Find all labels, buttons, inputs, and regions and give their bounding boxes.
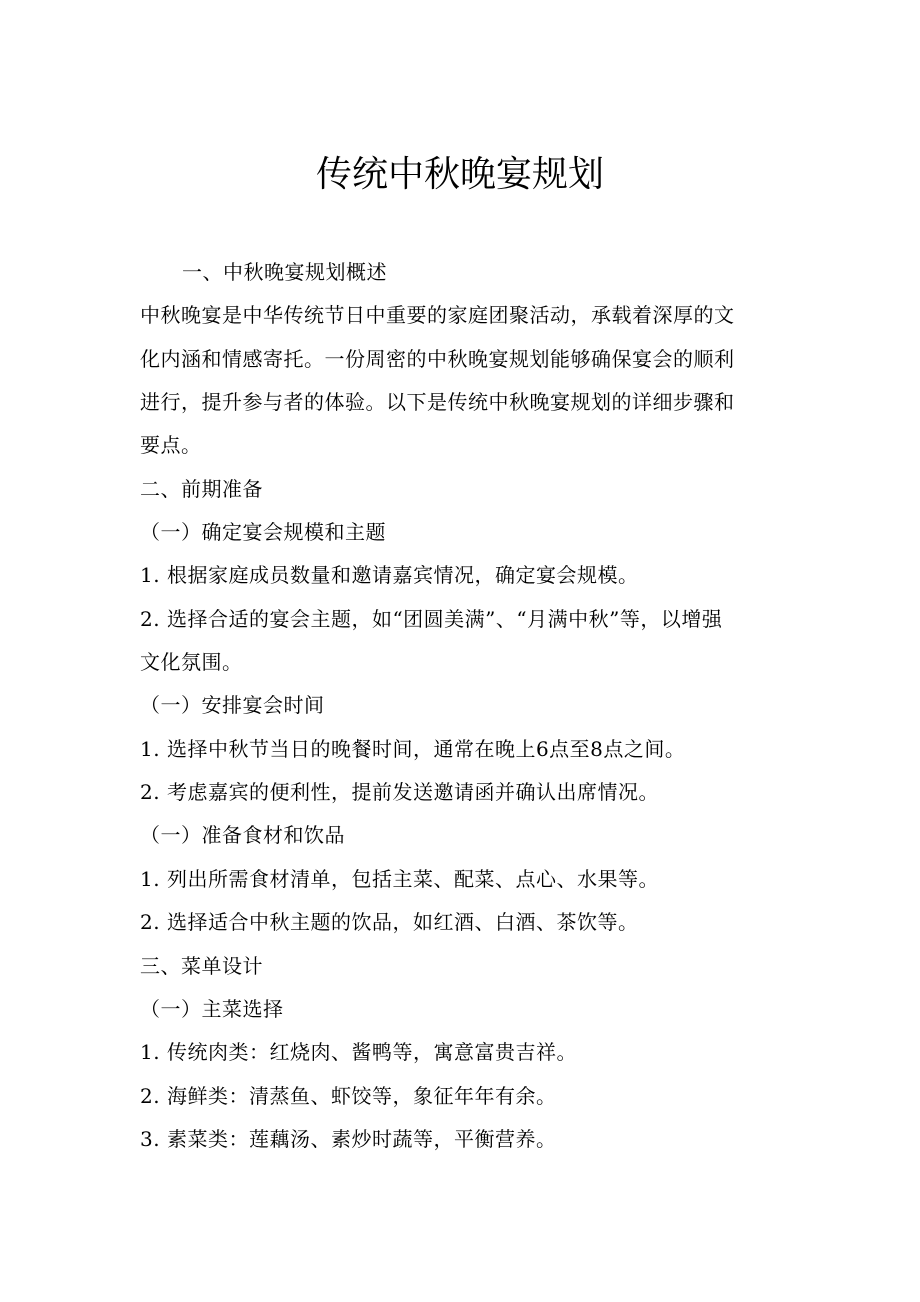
paragraph-line: 进行，提升参与者的体验。以下是传统中秋晚宴规划的详细步骤和 (140, 390, 735, 415)
list-item: 2. 选择适合中秋主题的饮品，如红酒、白酒、茶饮等。 (140, 910, 639, 935)
list-item: 2. 海鲜类：清蒸鱼、虾饺等，象征年年有余。 (140, 1083, 557, 1108)
list-item: 1. 列出所需食材清单，包括主菜、配菜、点心、水果等。 (140, 866, 659, 891)
list-item: 2. 考虑嘉宾的便利性，提前发送邀请函并确认出席情况。 (140, 780, 659, 805)
list-item: 1. 传统肉类：红烧肉、酱鸭等，寓意富贵吉祥。 (140, 1040, 577, 1065)
subsection-heading: （一）安排宴会时间 (140, 693, 325, 718)
section-heading: 一、中秋晚宴规划概述 (182, 260, 387, 284)
list-item: 3. 素菜类：莲藕汤、素炒时蔬等，平衡营养。 (140, 1126, 557, 1151)
list-item: 2. 选择合适的宴会主题，如“团圆美满”、“月满中秋”等，以增强 (140, 606, 723, 631)
paragraph-line: 中秋晚宴是中华传统节日中重要的家庭团聚活动，承载着深厚的文 (140, 303, 735, 328)
document-body (140, 251, 800, 1161)
list-item: 1. 选择中秋节当日的晚餐时间，通常在晚上6点至8点之间。 (140, 736, 686, 761)
subsection-heading: （一）主菜选择 (140, 996, 284, 1021)
paragraph-line: 要点。 (140, 433, 202, 458)
paragraph-line: 化内涵和情感寄托。一份周密的中秋晚宴规划能够确保宴会的顺利 (140, 346, 735, 371)
subsection-heading: （一）确定宴会规模和主题 (140, 520, 386, 545)
document-title: 传统中秋晚宴规划 (315, 154, 604, 195)
section-heading: 二、前期准备 (140, 476, 263, 501)
subsection-heading: （一）准备食材和饮品 (140, 823, 345, 848)
list-item: 1. 根据家庭成员数量和邀请嘉宾情况，确定宴会规模。 (140, 563, 639, 588)
list-item-continuation: 文化氛围。 (140, 650, 243, 675)
section-heading: 三、菜单设计 (140, 953, 263, 978)
